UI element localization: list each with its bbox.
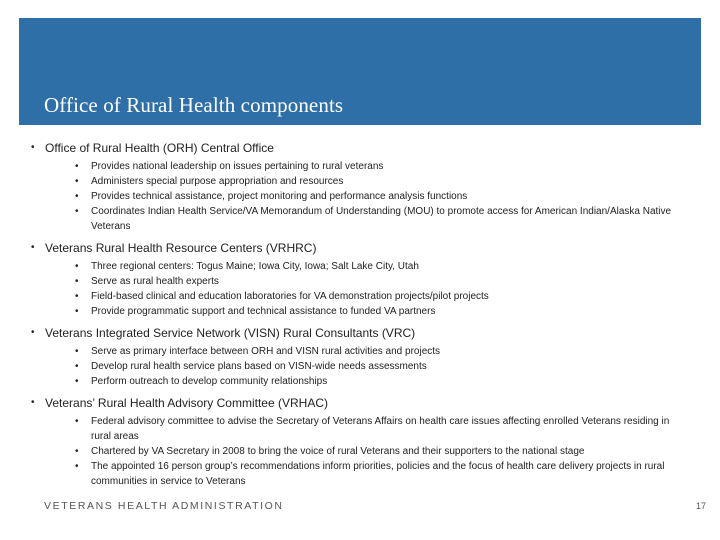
bullet-icon: • xyxy=(75,306,79,317)
section-heading: Office of Rural Health (ORH) Central Office xyxy=(45,141,274,155)
section-vrc xyxy=(30,325,690,389)
section-vrhac xyxy=(30,395,690,489)
section-vrhrc xyxy=(30,240,690,319)
list-item: • Coordinates Indian Health Service/VA Memorandum of Understanding (MOU) to promote access for American Indian/Alaska Native Veterans xyxy=(75,206,672,232)
bullet-icon: • xyxy=(75,346,79,357)
list-item: • Three regional centers: Togus Maine; Iowa City, Iowa; Salt Lake City, Utah xyxy=(75,261,419,272)
list-item: • Provides technical assistance, project monitoring and performance analysis functions xyxy=(75,191,468,202)
section-heading: Veterans Rural Health Resource Centers (VRHRC) xyxy=(45,241,317,255)
section-orh-central-office xyxy=(30,140,690,234)
list-item: • Administers special purpose appropriation and resources xyxy=(75,176,344,187)
footer-text: VETERANS HEALTH ADMINISTRATION xyxy=(44,500,284,512)
title-bar xyxy=(19,18,701,125)
content-list xyxy=(30,140,690,495)
list-item: • Chartered by VA Secretary in 2008 to bring the voice of rural Veterans and their supporters to the national stage xyxy=(75,446,585,457)
bullet-icon: • xyxy=(75,461,79,472)
list-item: • Provides national leadership on issues pertaining to rural veterans xyxy=(75,161,384,172)
page-title: Office of Rural Health components xyxy=(44,93,344,117)
bullet-icon: • xyxy=(75,416,79,427)
bullet-icon: • xyxy=(75,261,79,272)
bullet-icon: • xyxy=(75,361,79,372)
list-item: • The appointed 16 person group’s recommendations inform priorities, policies and the focus of health care delivery projects in rural communities in service to Veterans xyxy=(75,461,665,487)
bullet-icon: • xyxy=(31,397,35,408)
bullet-icon: • xyxy=(75,291,79,302)
bullet-icon: • xyxy=(75,176,79,187)
section-heading: Veterans Integrated Service Network (VISN) Rural Consultants (VRC) xyxy=(45,326,416,340)
list-item: • Perform outreach to develop community relationships xyxy=(75,376,328,387)
bullet-icon: • xyxy=(31,327,35,338)
bullet-icon: • xyxy=(75,206,79,217)
section-heading: Veterans’ Rural Health Advisory Committee (VRHAC) xyxy=(45,396,328,410)
bullet-icon: • xyxy=(75,446,79,457)
bullet-icon: • xyxy=(75,276,79,287)
bullet-icon: • xyxy=(75,161,79,172)
list-item: • Field-based clinical and education laboratories for VA demonstration projects/pilot projects xyxy=(75,291,489,302)
list-item: • Serve as rural health experts xyxy=(75,276,219,287)
list-item: • Federal advisory committee to advise the Secretary of Veterans Affairs on health care issues affecting enrolled Veterans residing in rural areas xyxy=(75,416,670,442)
list-item: • Serve as primary interface between ORH and VISN rural activities and projects xyxy=(75,346,441,357)
bullet-icon: • xyxy=(75,191,79,202)
list-item: • Provide programmatic support and technical assistance to funded VA partners xyxy=(75,306,436,317)
bullet-icon: • xyxy=(31,142,35,153)
list-item: • Develop rural health service plans based on VISN-wide needs assessments xyxy=(75,361,427,372)
page-number: 17 xyxy=(695,501,706,511)
bullet-icon: • xyxy=(75,376,79,387)
bullet-icon: • xyxy=(31,242,35,253)
